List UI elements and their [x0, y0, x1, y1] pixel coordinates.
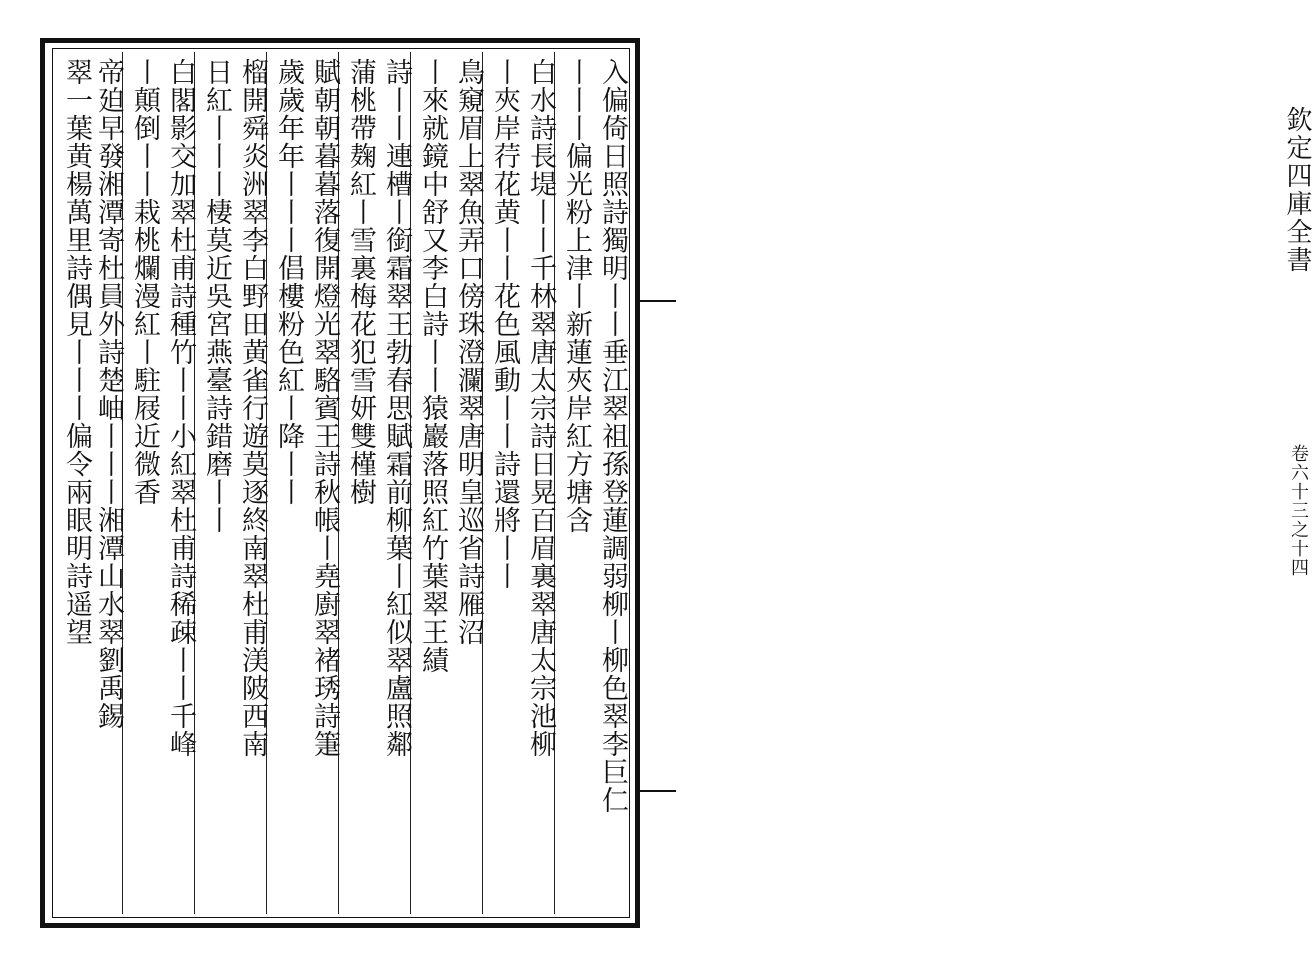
- text-column-15: 帝廹早發湘潭寄杜員外詩楚岫丨丨丨湘潭山水翠劉禹錫: [93, 58, 124, 730]
- text-column-10: 歲歲年年丨丨丨倡樓粉色紅丨降丨丨: [273, 58, 304, 506]
- text-column-8: 蒲桃帶麹紅丨雪裏梅花犯雪妍雙槿樹: [345, 58, 376, 506]
- fold-mark-top: [640, 300, 676, 302]
- fold-mark-bottom: [640, 790, 676, 792]
- text-column-13: 白閣影交加翠杜甫詩種竹丨丨小紅翠杜甫詩稀疎丨丨千峰: [165, 58, 196, 758]
- book-title: 欽定四庫全書: [1282, 106, 1312, 274]
- text-column-3: 白水詩長堤丨丨千林翠唐太宗詩日晃百眉裏翠唐太宗池柳: [525, 58, 556, 758]
- text-column-7: 詩丨丨連槽丨銜霜翠王勃春思賦霜前柳葉丨紅似翠盧照鄰: [381, 58, 412, 758]
- text-column-11: 榴開舜炎洲翠李白野田黄雀行遊莫逐終南翠杜甫渼陂西南: [237, 58, 268, 758]
- text-column-9: 賦朝朝暮暮落復開燈光翠駱賓王詩秋帳丨堯廚翠褚琇詩箑: [309, 58, 340, 758]
- page-margin: [636, 44, 1312, 924]
- text-column-16: 翠一葉黄楊萬里詩偶見丨丨丨偏令兩眼明詩遥望: [61, 58, 92, 646]
- text-column-2: 丨丨丨偏光粉上津丨新蓮夾岸紅方塘含: [561, 58, 592, 534]
- text-column-4: 丨夾岸荇花黄丨丨花色風動丨丨詩還將丨丨: [489, 58, 520, 590]
- text-column-6: 丨來就鏡中舒又李白詩丨丨猿巖落照紅竹葉翠王績: [417, 58, 448, 674]
- text-column-5: 鳥窺眉上翠魚弄口傍珠澄瀾翠唐明皇巡省詩雁沼: [453, 58, 484, 646]
- text-column-14: 丨顛倒丨丨栽桃爛漫紅丨駐屐近微香: [129, 58, 160, 506]
- text-column-1: 入偏倚日照詩獨明丨丨垂江翠祖孫登蓮調弱柳丨柳色翠李巨仁: [597, 58, 628, 814]
- text-column-12: 日紅丨丨丨棲莫近吳宮燕臺詩錯磨丨丨: [201, 58, 232, 534]
- volume-label: 卷六十三之十四: [1288, 444, 1309, 577]
